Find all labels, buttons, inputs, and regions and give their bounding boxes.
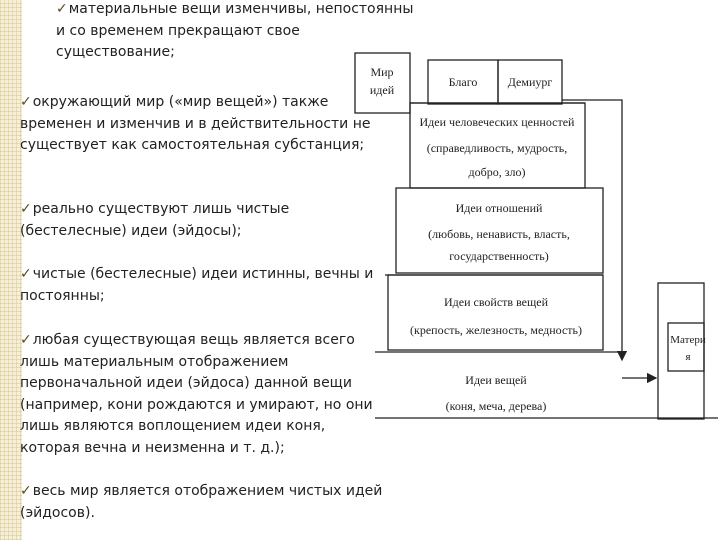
bullet-check-icon: ✓ bbox=[20, 94, 32, 110]
level-human-values-line-2: (справедливость, мудрость, bbox=[426, 141, 568, 155]
bullet-check-icon: ✓ bbox=[20, 201, 32, 217]
matter-outer-box bbox=[658, 283, 704, 419]
bullet-text: окружающий мир («мир вещей») также временен и изменчив и в действительности не существует как самостоятельная субстанция; bbox=[20, 94, 371, 153]
world-of-ideas-label-1: Мир bbox=[370, 65, 394, 79]
bullet-check-icon: ✓ bbox=[20, 266, 32, 282]
level-human-values-title: Идеи человеческих ценностей bbox=[419, 115, 575, 129]
bullet-check-icon: ✓ bbox=[20, 483, 32, 499]
bullet-text: материальные вещи изменчивы, непостоянны и со временем прекращают свое существование; bbox=[56, 1, 414, 60]
demiurge-down-arrow bbox=[562, 100, 622, 360]
bullet-text: реально существуют лишь чистые (бестелесные) идеи (эйдосы); bbox=[20, 201, 290, 239]
level-properties-line-2: (крепость, железность, медность) bbox=[410, 323, 582, 337]
level-properties-box bbox=[388, 275, 603, 350]
bullet-text: любая существующая вещь является всего лишь материальным отображением первоначальной идеи (эйдоса) данной вещи (например, кони рождаются и умирают, но они лишь являются воплощением идеи коня, которая вечна и неизменна и т. д.); bbox=[20, 332, 373, 456]
bullet-check-icon: ✓ bbox=[20, 332, 32, 348]
level-things-line-2: (коня, меча, дерева) bbox=[445, 399, 547, 413]
level-human-values-line-3: добро, зло) bbox=[468, 165, 526, 179]
bullet-check-icon: ✓ bbox=[56, 1, 68, 17]
matter-label-1: Матери bbox=[670, 334, 706, 346]
matter-label-2: я bbox=[685, 351, 691, 363]
level-properties-title: Идеи свойств вещей bbox=[444, 295, 548, 309]
bullet-text: весь мир является отображением чистых идей (эйдосов). bbox=[20, 483, 383, 521]
level-relations-line-3: государственность) bbox=[449, 249, 549, 263]
bullet-text: чистые (бестелесные) идеи истинны, вечны и постоянны; bbox=[20, 266, 374, 304]
demiurge-label: Демиург bbox=[507, 75, 553, 89]
level-things-title: Идеи вещей bbox=[465, 373, 527, 387]
good-label: Благо bbox=[448, 75, 478, 89]
level-relations-title: Идеи отношений bbox=[455, 201, 543, 215]
level-relations-line-2: (любовь, ненависть, власть, bbox=[428, 227, 570, 241]
world-of-ideas-label-2: идей bbox=[369, 83, 395, 97]
matter-inner-box bbox=[668, 323, 704, 371]
